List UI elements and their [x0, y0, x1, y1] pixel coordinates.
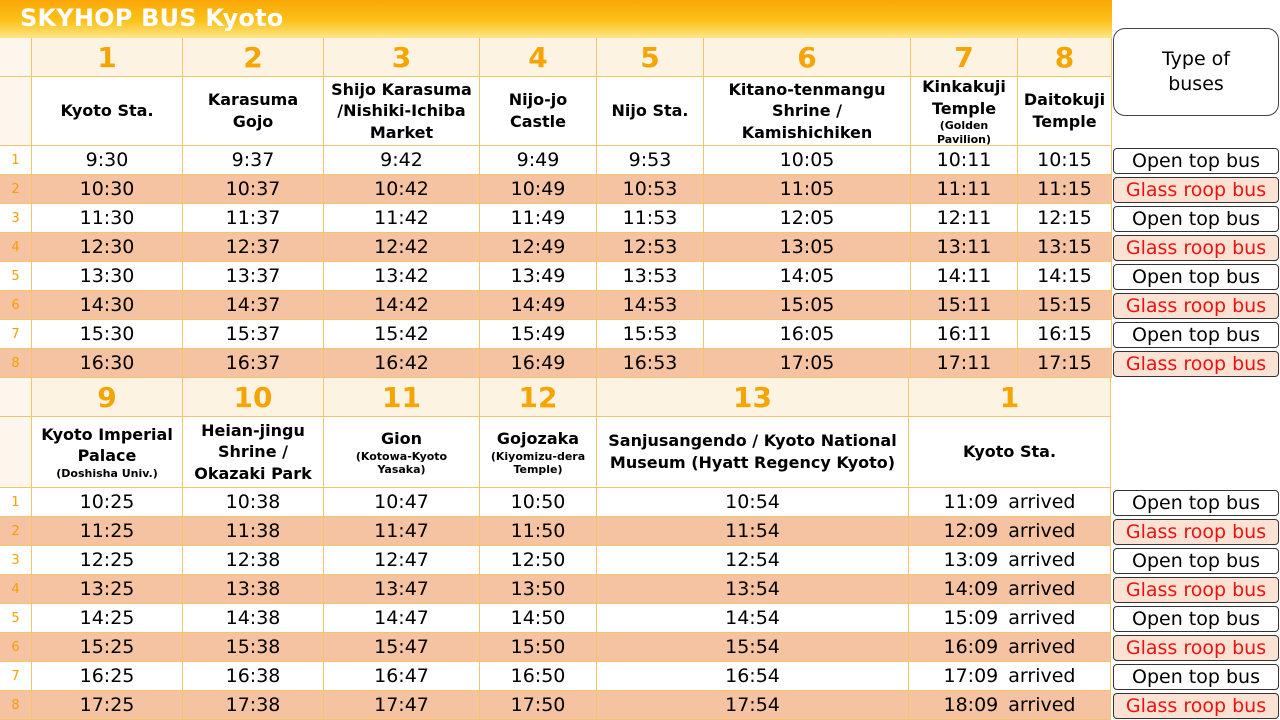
departure-time: 15:49: [480, 320, 597, 349]
open-top-bus-badge: Open top bus: [1113, 606, 1279, 632]
departure-time: 10:15: [1018, 146, 1112, 175]
row-number: 6: [0, 291, 32, 320]
departure-time: 11:37: [183, 204, 324, 233]
departure-time: 9:49: [480, 146, 597, 175]
stop-name-line: Nijo-jo: [508, 90, 568, 110]
departure-time: 11:38: [183, 517, 324, 546]
stop-name-line: Palace: [77, 446, 137, 466]
departure-time: 14:37: [183, 291, 324, 320]
stop-number: 7: [911, 38, 1018, 77]
departure-time: 14:54: [597, 604, 909, 633]
departure-time: 12:15: [1018, 204, 1112, 233]
stop-name: [324, 77, 480, 146]
departure-time: 17:50: [480, 691, 597, 720]
departure-time: 15:47: [324, 633, 480, 662]
departure-time: 10:54: [597, 488, 909, 517]
stop-name-line: Castle: [509, 112, 567, 131]
stop-name-line: Okazaki Park: [194, 463, 312, 483]
arrival-time: [909, 488, 1111, 517]
stop-name-line: Gion: [381, 429, 422, 449]
arrived-label: arrived: [1008, 694, 1076, 716]
departure-time: 16:49: [480, 349, 597, 378]
stop-name: [183, 77, 324, 146]
row-number: 7: [0, 320, 32, 349]
stop-name-line: Temple: [931, 98, 997, 118]
stop-name: [480, 417, 597, 488]
arrival-wrap: [944, 636, 1076, 658]
row-number: 4: [0, 575, 32, 604]
open-top-bus-badge: Open top bus: [1113, 206, 1279, 232]
departure-time: 14:53: [597, 291, 704, 320]
departure-time: 17:15: [1018, 349, 1112, 378]
departure-time: 16:37: [183, 349, 324, 378]
arrived-label: arrived: [1008, 549, 1076, 571]
arrived-label: arrived: [1008, 578, 1076, 600]
departure-time: 13:15: [1018, 233, 1112, 262]
row-number: 8: [0, 349, 32, 378]
corner-cell: [0, 417, 32, 488]
departure-time: 17:05: [704, 349, 911, 378]
departure-time: 13:37: [183, 262, 324, 291]
departure-time: 12:11: [911, 204, 1018, 233]
stop-note: (Kiyomizu-dera: [490, 449, 586, 463]
stop-number: 3: [324, 38, 480, 77]
stop-name: [32, 417, 183, 488]
stop-name-line: Temple: [1032, 112, 1097, 131]
stop-name-line: Sanjusangendo / Kyoto National: [608, 431, 897, 451]
glass-roof-bus-badge: Glass roop bus: [1113, 351, 1279, 377]
departure-time: 14:38: [183, 604, 324, 633]
departure-time: 11:42: [324, 204, 480, 233]
stop-note: (Doshisha Univ.): [56, 467, 158, 480]
departure-time: 13:49: [480, 262, 597, 291]
glass-roof-bus-badge: Glass roop bus: [1113, 177, 1279, 203]
departure-time: 14:25: [32, 604, 183, 633]
stop-name: [597, 77, 704, 146]
departure-time: 16:50: [480, 662, 597, 691]
departure-time: 16:30: [32, 349, 183, 378]
arrival-wrap: [944, 607, 1076, 629]
departure-time: 14:30: [32, 291, 183, 320]
departure-time: 12:53: [597, 233, 704, 262]
arrived-label: arrived: [1008, 636, 1076, 658]
stop-name-line: Gojozaka: [496, 429, 580, 449]
departure-time: 15:50: [480, 633, 597, 662]
stop-number: 12: [480, 378, 597, 417]
glass-roof-bus-badge: Glass roop bus: [1113, 519, 1279, 545]
page-title: SKYHOP BUS Kyoto: [20, 4, 284, 32]
departure-time: 12:47: [324, 546, 480, 575]
arrival-wrap: [944, 578, 1076, 600]
stop-number: 10: [183, 378, 324, 417]
stop-number: 5: [597, 38, 704, 77]
arrival-time-value: 12:09: [943, 520, 999, 542]
row-number: 4: [0, 233, 32, 262]
departure-time: 13:53: [597, 262, 704, 291]
departure-time: 17:25: [32, 691, 183, 720]
arrival-wrap: [944, 694, 1076, 716]
stop-name-line: Karasuma: [207, 90, 299, 110]
glass-roof-bus-badge: Glass roop bus: [1113, 293, 1279, 319]
departure-time: 13:30: [32, 262, 183, 291]
stop-number: 6: [704, 38, 911, 77]
glass-roof-bus-badge: Glass roop bus: [1113, 235, 1279, 261]
arrival-time-value: 11:09: [943, 491, 999, 513]
stop-number: 2: [183, 38, 324, 77]
arrival-time: [909, 662, 1111, 691]
departure-time: 9:53: [597, 146, 704, 175]
departure-time: 16:53: [597, 349, 704, 378]
title-bar: [0, 0, 1112, 38]
arrival-time: [909, 633, 1111, 662]
departure-time: 11:25: [32, 517, 183, 546]
departure-time: 13:50: [480, 575, 597, 604]
departure-time: 13:11: [911, 233, 1018, 262]
departure-time: 10:30: [32, 175, 183, 204]
departure-time: 12:38: [183, 546, 324, 575]
departure-time: 12:25: [32, 546, 183, 575]
departure-time: 13:47: [324, 575, 480, 604]
departure-time: 14:49: [480, 291, 597, 320]
open-top-bus-badge: Open top bus: [1113, 264, 1279, 290]
departure-time: 11:15: [1018, 175, 1112, 204]
open-top-bus-badge: Open top bus: [1113, 548, 1279, 574]
departure-time: 13:38: [183, 575, 324, 604]
stop-name-line: Daitokuji: [1023, 90, 1106, 110]
departure-time: 11:30: [32, 204, 183, 233]
stop-number: 11: [324, 378, 480, 417]
stop-number: 1: [32, 38, 183, 77]
arrived-label: arrived: [1008, 491, 1076, 513]
departure-time: 10:05: [704, 146, 911, 175]
departure-time: 11:49: [480, 204, 597, 233]
stop-name-line: Shrine / Kamishichiken: [741, 101, 873, 142]
stop-name-line: Kinkakuji: [922, 77, 1006, 97]
departure-time: 10:25: [32, 488, 183, 517]
stop-note: (Golden Pavilion): [936, 119, 992, 146]
open-top-bus-badge: Open top bus: [1113, 322, 1279, 348]
departure-time: 10:49: [480, 175, 597, 204]
stop-note: Yasaka): [377, 462, 426, 476]
glass-roof-bus-badge: Glass roop bus: [1113, 577, 1279, 603]
stop-name-line: Kyoto Sta.: [962, 442, 1057, 462]
stop-name-line: Heian-jingu: [201, 420, 305, 440]
row-number: 3: [0, 546, 32, 575]
stop-number: 13: [597, 378, 909, 417]
stop-name: [183, 417, 324, 488]
departure-time: 17:47: [324, 691, 480, 720]
stop-number: 8: [1018, 38, 1112, 77]
departure-time: 14:50: [480, 604, 597, 633]
departure-time: 11:05: [704, 175, 911, 204]
departure-time: 9:42: [324, 146, 480, 175]
row-number: 2: [0, 175, 32, 204]
stop-name-line: Museum (Hyatt Regency Kyoto): [609, 453, 896, 472]
departure-time: 12:50: [480, 546, 597, 575]
arrival-wrap: [944, 665, 1076, 687]
departure-time: 14:47: [324, 604, 480, 633]
departure-time: 14:05: [704, 262, 911, 291]
row-number: 1: [0, 488, 32, 517]
row-number: 5: [0, 604, 32, 633]
departure-time: 16:05: [704, 320, 911, 349]
stop-name-line: Market: [369, 122, 434, 142]
arrival-wrap: [944, 549, 1076, 571]
departure-time: 10:42: [324, 175, 480, 204]
departure-time: 17:54: [597, 691, 909, 720]
departure-time: 16:38: [183, 662, 324, 691]
departure-time: 12:49: [480, 233, 597, 262]
departure-time: 14:11: [911, 262, 1018, 291]
row-number: 1: [0, 146, 32, 175]
departure-time: 16:42: [324, 349, 480, 378]
departure-time: 16:11: [911, 320, 1018, 349]
stop-name: [480, 77, 597, 146]
stop-name: [911, 77, 1018, 146]
open-top-bus-badge: Open top bus: [1113, 148, 1279, 174]
departure-time: 14:42: [324, 291, 480, 320]
arrival-time: [909, 691, 1111, 720]
departure-time: 12:05: [704, 204, 911, 233]
row-number: 7: [0, 662, 32, 691]
departure-time: 15:05: [704, 291, 911, 320]
arrival-time-value: 13:09: [943, 549, 999, 571]
departure-time: 14:15: [1018, 262, 1112, 291]
departure-time: 16:54: [597, 662, 909, 691]
row-number: 3: [0, 204, 32, 233]
bus-type-header: Type of buses: [1113, 28, 1279, 116]
corner-cell: [0, 38, 32, 77]
stop-name-line: Kitano-tenmangu: [728, 79, 886, 99]
departure-time: 16:47: [324, 662, 480, 691]
departure-time: 11:53: [597, 204, 704, 233]
departure-time: 10:37: [183, 175, 324, 204]
departure-time: 10:50: [480, 488, 597, 517]
arrived-label: arrived: [1008, 607, 1076, 629]
departure-time: 10:47: [324, 488, 480, 517]
departure-time: 15:53: [597, 320, 704, 349]
departure-time: 17:11: [911, 349, 1018, 378]
stop-note: Temple): [513, 462, 563, 476]
arrival-wrap: [944, 520, 1076, 542]
stop-name: [1018, 77, 1112, 146]
arrival-time-value: 15:09: [943, 607, 999, 629]
glass-roof-bus-badge: Glass roop bus: [1113, 635, 1279, 661]
departure-time: 15:54: [597, 633, 909, 662]
stop-name-line: Gojo: [232, 112, 274, 131]
departure-time: 10:11: [911, 146, 1018, 175]
row-number: 6: [0, 633, 32, 662]
departure-time: 9:37: [183, 146, 324, 175]
departure-time: 11:50: [480, 517, 597, 546]
departure-time: 11:54: [597, 517, 909, 546]
arrived-label: arrived: [1008, 665, 1076, 687]
stop-name: [32, 77, 183, 146]
departure-time: 10:38: [183, 488, 324, 517]
stop-name: [324, 417, 480, 488]
departure-time: 13:05: [704, 233, 911, 262]
departure-time: 15:37: [183, 320, 324, 349]
departure-time: 13:25: [32, 575, 183, 604]
arrival-time: [909, 517, 1111, 546]
departure-time: 13:54: [597, 575, 909, 604]
stop-number: 1: [909, 378, 1111, 417]
open-top-bus-badge: Open top bus: [1113, 664, 1279, 690]
departure-time: 11:11: [911, 175, 1018, 204]
stop-name-line: Shijo Karasuma: [331, 79, 472, 99]
open-top-bus-badge: Open top bus: [1113, 490, 1279, 516]
stop-note: (Kotowa-Kyoto: [355, 449, 448, 463]
stop-name: [909, 417, 1111, 488]
departure-time: 13:42: [324, 262, 480, 291]
row-number: 8: [0, 691, 32, 720]
departure-time: 10:53: [597, 175, 704, 204]
departure-time: 15:25: [32, 633, 183, 662]
arrival-time-value: 16:09: [943, 636, 999, 658]
departure-time: 12:30: [32, 233, 183, 262]
arrival-time: [909, 575, 1111, 604]
arrival-time-value: 18:09: [943, 694, 999, 716]
row-number: 2: [0, 517, 32, 546]
arrival-time-value: 17:09: [943, 665, 999, 687]
glass-roof-bus-badge: Glass roop bus: [1113, 693, 1279, 719]
stop-name-line: /Nishiki-Ichiba: [337, 101, 466, 121]
arrival-time: [909, 546, 1111, 575]
departure-time: 15:38: [183, 633, 324, 662]
stop-name-line: Kyoto Sta.: [60, 101, 154, 121]
stop-name: [597, 417, 909, 488]
arrival-time: [909, 604, 1111, 633]
departure-time: 15:11: [911, 291, 1018, 320]
departure-time: 9:30: [32, 146, 183, 175]
arrival-time-value: 14:09: [943, 578, 999, 600]
departure-time: 15:42: [324, 320, 480, 349]
departure-time: 12:54: [597, 546, 909, 575]
stop-name-line: Kyoto Imperial: [41, 424, 173, 444]
stop-name: [704, 77, 911, 146]
departure-time: 15:15: [1018, 291, 1112, 320]
departure-time: 11:47: [324, 517, 480, 546]
departure-time: 12:37: [183, 233, 324, 262]
arrival-wrap: [944, 491, 1076, 513]
arrived-label: arrived: [1008, 520, 1076, 542]
stop-number: 9: [32, 378, 183, 417]
corner-cell: [0, 378, 32, 417]
departure-time: 12:42: [324, 233, 480, 262]
stop-name-line: Nijo Sta.: [611, 101, 689, 121]
departure-time: 17:38: [183, 691, 324, 720]
stop-number: 4: [480, 38, 597, 77]
timetable-top: [0, 38, 1112, 378]
stop-name-line: Shrine /: [218, 442, 288, 462]
timetable-bottom: [0, 378, 1112, 720]
corner-cell: [0, 77, 32, 146]
departure-time: 16:15: [1018, 320, 1112, 349]
departure-time: 15:30: [32, 320, 183, 349]
departure-time: 16:25: [32, 662, 183, 691]
row-number: 5: [0, 262, 32, 291]
